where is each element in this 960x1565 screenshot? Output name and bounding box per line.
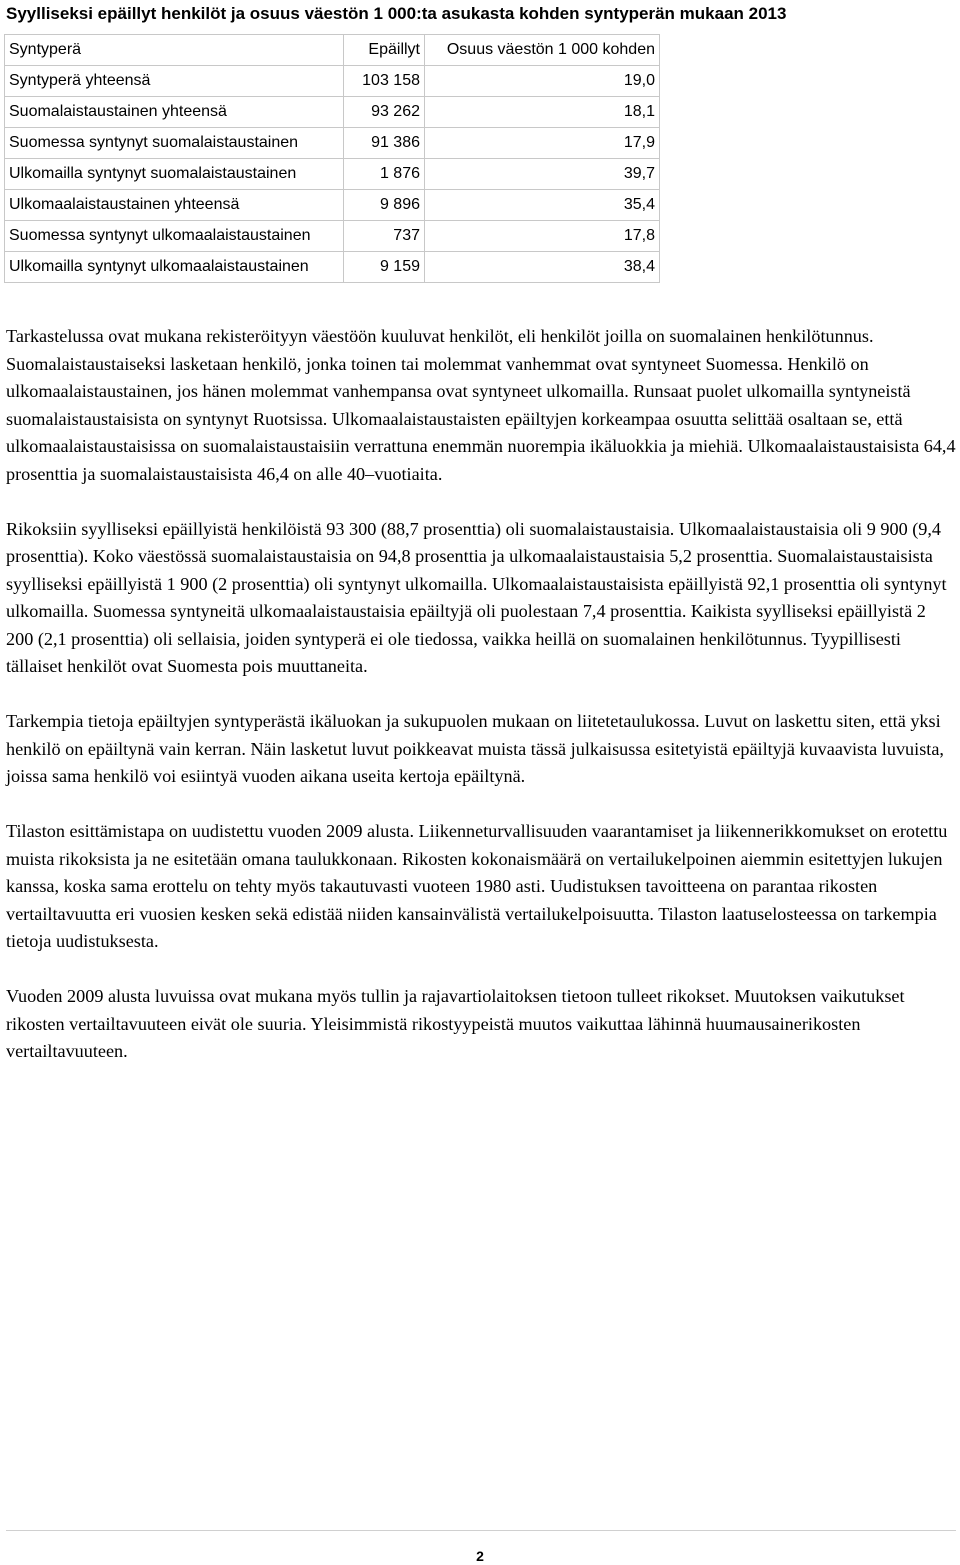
table-cell: 9 159 — [344, 252, 425, 283]
table-cell: 18,1 — [425, 97, 660, 128]
paragraph-background-definitions: Tarkastelussa ovat mukana rekisteröityyn väestöön kuuluvat henkilöt, eli henkilöt joilla on suomalainen henkilötunnus. Suomalaistaustaiseksi lasketaan henkilö, jonka toinen tai molemmat vanhemmat ovat syntyneet Suomessa. Henkilö on ulkomaalaistaustainen, jos hänen molemmat vanhempansa ovat syntyneet ulkomailla. Runsaat puolet ulkomailla syntyneistä suomalaistaustaisista on syntynyt Ruotsissa. Ulkomaalaistaustaisten epäiltyjen korkeampaa osuutta selittää osaltaan se, että ulkomaalaistaustaisissa on suomalaistaustaisiin verrattuna enemmän nuorempia ikäluokkia ja miehiä. Ulkomaalaistaustaisista 64,4 prosenttia ja suomalaistaustaisista 46,4 on alle 40–vuotiaita. — [6, 326, 956, 484]
table-cell: 91 386 — [344, 128, 425, 159]
table-cell: 38,4 — [425, 252, 660, 283]
column-header-rate: Osuus väestön 1 000 kohden — [425, 35, 660, 66]
table-cell: Ulkomaalaistaustainen yhteensä — [5, 190, 344, 221]
table-cell: 19,0 — [425, 66, 660, 97]
footer-divider — [6, 1530, 956, 1531]
table-row — [5, 221, 660, 252]
table-row — [5, 252, 660, 283]
table-cell: 9 896 — [344, 190, 425, 221]
page-number: 2 — [476, 1548, 484, 1564]
table-cell: 39,7 — [425, 159, 660, 190]
table-cell: 103 158 — [344, 66, 425, 97]
table-cell: Syntyperä yhteensä — [5, 66, 344, 97]
table-cell: 17,9 — [425, 128, 660, 159]
column-header-origin: Syntyperä — [5, 35, 344, 66]
paragraph-appendix-note: Tarkempia tietoja epäiltyjen syntyperästä ikäluokan ja sukupuolen mukaan on liitetetaulukossa. Luvut on laskettu siten, että yksi henkilö on epäiltynä vain kerran. Näin lasketut luvut poikkeavat muista tässä julkaisussa esitetyistä epäiltyjä kuvaavista luvuista, joissa sama henkilö voi esiintyä vuoden aikana useita kertoja epäiltynä. — [6, 711, 944, 786]
table-cell: 93 262 — [344, 97, 425, 128]
data-table — [4, 34, 660, 283]
table-row — [5, 190, 660, 221]
body-text — [6, 323, 956, 1093]
table-cell: Ulkomailla syntynyt suomalaistaustainen — [5, 159, 344, 190]
table-header-row — [5, 35, 660, 66]
table-row — [5, 66, 660, 97]
table-cell: Ulkomailla syntynyt ulkomaalaistaustainen — [5, 252, 344, 283]
table-cell: Suomessa syntynyt ulkomaalaistaustainen — [5, 221, 344, 252]
table-cell: Suomessa syntynyt suomalaistaustainen — [5, 128, 344, 159]
table-cell: 1 876 — [344, 159, 425, 190]
column-header-suspects: Epäillyt — [344, 35, 425, 66]
table-cell: Suomalaistaustainen yhteensä — [5, 97, 344, 128]
table-cell: 17,8 — [425, 221, 660, 252]
paragraph-suspect-shares: Rikoksiin syylliseksi epäillyistä henkilöistä 93 300 (88,7 prosenttia) oli suomalaistaustaisia. Ulkomaalaistaustaisia oli 9 900 (9,4 prosenttia). Koko väestössä suomalaistaustaisia on 94,8 prosenttia ja ulkomaalaistaustaisia 5,2 prosenttia. Suomalaistaustaisista syylliseksi epäillyistä 1 900 (2 prosenttia) oli syntynyt ulkomailla. Ulkomaalaistaustaisista epäillyistä 92,1 prosenttia oli syntynyt ulkomailla. Suomessa syntyneitä ulkomaalaistaustaisia epäiltyjä oli puolestaan 7,4 prosenttia. Kaikista syylliseksi epäillyistä 2 200 (2,1 prosenttia) oli sellaisia, joiden syntyperä ei ole tiedossa, vaikka heillä on suomalainen henkilötunnus. Tyypillisesti tällaiset henkilöt ovat Suomesta pois muuttaneita. — [6, 518, 947, 676]
table-title: Syylliseksi epäillyt henkilöt ja osuus väestön 1 000:ta asukasta kohden syntyperän mukaan 2013 — [6, 4, 787, 23]
table-row — [5, 128, 660, 159]
paragraph-methodology-change: Tilaston esittämistapa on uudistettu vuoden 2009 alusta. Liikenneturvallisuuden vaarantamiset ja liikennerikkomukset on erotettu muista rikoksista ja ne esitetään omana taulukkonaan. Rikosten kokonaismäärä on vertailukelpoinen aiemmin esitettyjen lukujen kanssa, koska sama erottelu on tehty myös takautuvasti vuoteen 1980 asti. Uudistuksen tavoitteena on parantaa rikosten vertailtavuutta eri vuosien kesken sekä edistää niiden kansainvälistä vertailukelpoisuutta. Tilaston laatuselosteessa on tarkempia tietoja uudistuksesta. — [6, 821, 948, 951]
table-row — [5, 159, 660, 190]
paragraph-customs-border: Vuoden 2009 alusta luvuissa ovat mukana myös tullin ja rajavartiolaitoksen tietoon tulleet rikokset. Muutoksen vaikutukset rikosten vertailtavuuteen eivät ole suuria. Yleisimmistä rikostyypeistä muutos vaikuttaa lähinnä huumausainerikosten vertailtavuuteen. — [6, 986, 905, 1061]
table-row — [5, 97, 660, 128]
table-cell: 737 — [344, 221, 425, 252]
table-cell: 35,4 — [425, 190, 660, 221]
